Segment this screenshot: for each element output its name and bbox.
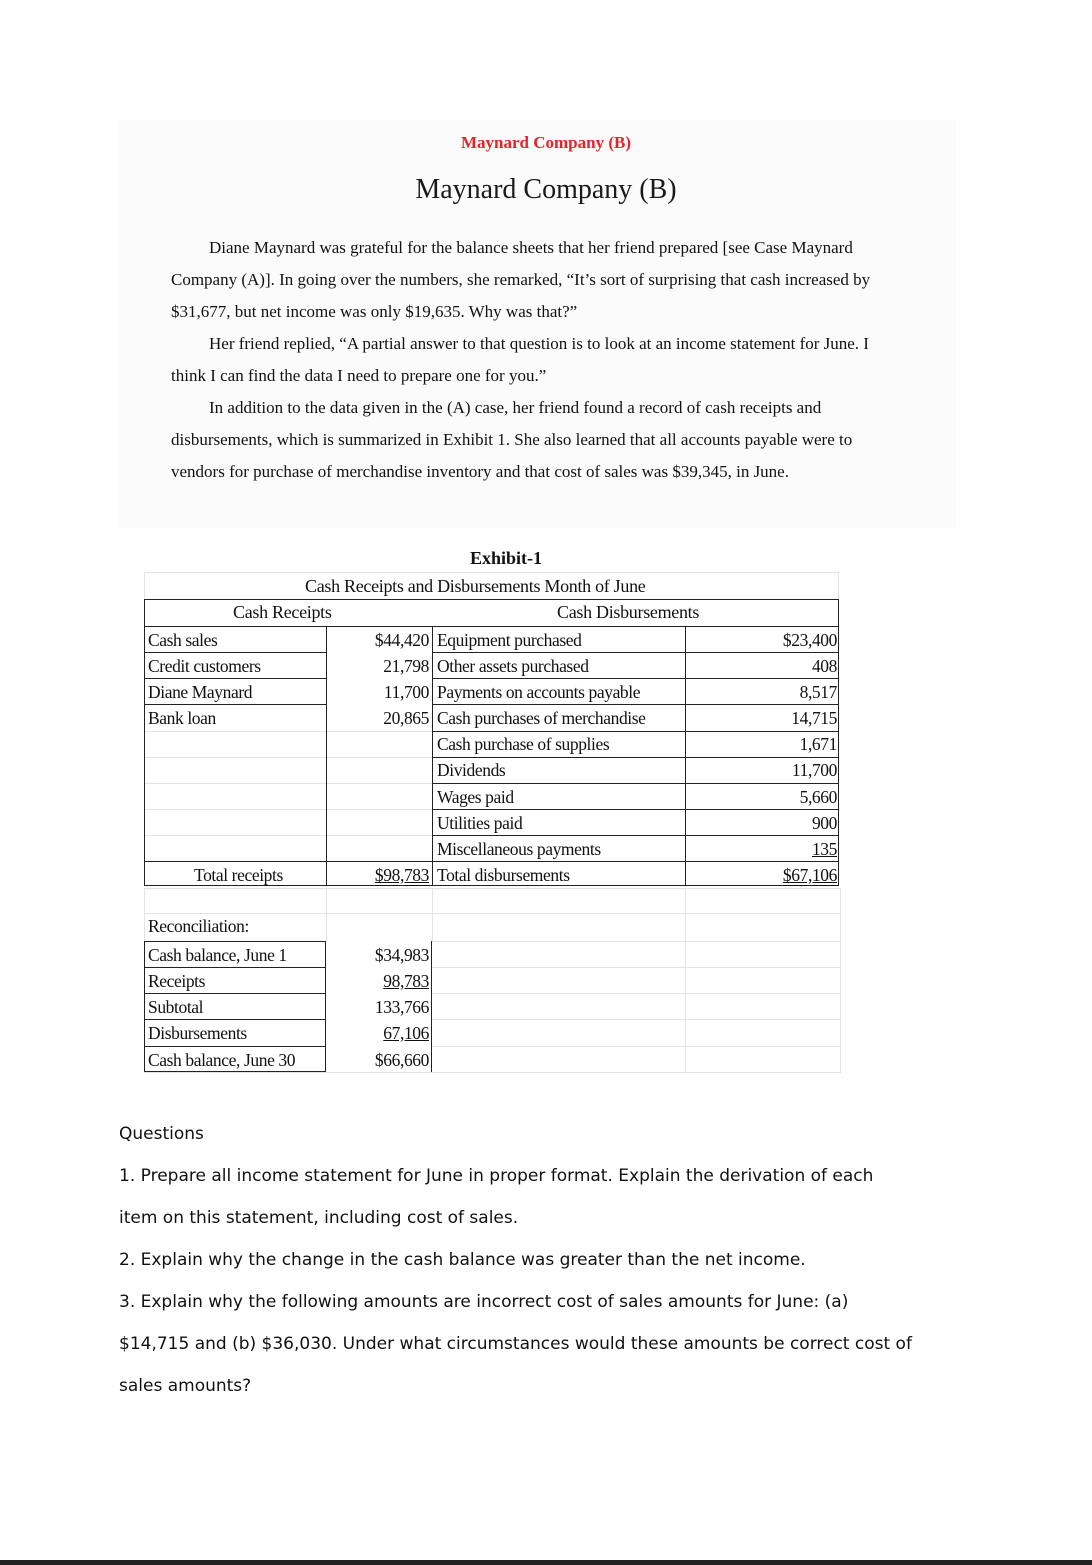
reconciliation-label: Subtotal — [148, 997, 204, 1017]
exhibit-subtitle: Cash Receipts and Disbursements Month of June — [305, 576, 646, 596]
reconciliation-label: Receipts — [148, 971, 206, 991]
total-disbursements-amount: $67,106 — [782, 865, 837, 885]
disbursement-label: Other assets purchased — [437, 656, 589, 676]
disbursement-amount: 14,715 — [791, 708, 837, 728]
disbursement-label: Payments on accounts payable — [437, 682, 641, 702]
disbursement-label: Cash purchases of merchandise — [437, 708, 646, 728]
page-bottom-bar — [0, 1560, 1092, 1565]
intro-paragraph-2: Her friend replied, “A partial answer to that question is to look at an income statement for June. I think I can find the data I need to prepare one for you.” — [171, 334, 869, 385]
reconciliation-amount: $66,660 — [374, 1050, 429, 1070]
questions-title: Questions — [119, 1124, 204, 1144]
disbursement-label: Cash purchase of supplies — [437, 734, 610, 754]
disbursement-label: Dividends — [437, 760, 506, 780]
disbursement-amount: 135 — [811, 839, 837, 859]
reconciliation-amount: 98,783 — [383, 971, 429, 991]
disbursement-label: Wages paid — [437, 787, 514, 807]
receipts-header: Cash Receipts — [233, 602, 332, 622]
disbursement-amount: 408 — [811, 656, 837, 676]
receipt-label: Cash sales — [148, 630, 218, 650]
receipt-label: Credit customers — [148, 656, 261, 676]
reconciliation-title: Reconciliation: — [148, 916, 249, 936]
question-3-line-3: sales amounts? — [119, 1376, 252, 1396]
document-header: Maynard Company (B) — [460, 133, 631, 152]
receipt-label: Bank loan — [148, 708, 216, 728]
reconciliation-label: Cash balance, June 1 — [148, 945, 287, 965]
disbursement-label: Utilities paid — [437, 813, 523, 833]
intro-text — [171, 232, 906, 488]
receipt-label: Diane Maynard — [148, 682, 253, 702]
intro-paragraph-1: Diane Maynard was grateful for the balance sheets that her friend prepared [see Case Maynard Company (A)]. In going over the numbers, she remarked, “It’s sort of surprising that cash increased by $31,677, but net income was only $19,635. Why was that?” — [171, 238, 871, 321]
disbursement-label: Equipment purchased — [437, 630, 582, 650]
disbursement-amount: 900 — [811, 813, 837, 833]
document-title: Maynard Company (B) — [415, 174, 677, 205]
question-3-line-1: 3. Explain why the following amounts are incorrect cost of sales amounts for June: (a) — [119, 1292, 849, 1312]
disbursement-amount: 8,517 — [799, 682, 837, 702]
reconciliation-label: Cash balance, June 30 — [148, 1050, 296, 1070]
total-disbursements-label: Total disbursements — [437, 865, 570, 885]
question-1-line-2: item on this statement, including cost of sales. — [119, 1208, 519, 1228]
disbursements-header: Cash Disbursements — [557, 602, 700, 622]
reconciliation-amount: $34,983 — [374, 945, 429, 965]
total-receipts-amount: $98,783 — [374, 865, 429, 885]
question-3-line-2: $14,715 and (b) $36,030. Under what circumstances would these amounts be correct cost of — [119, 1334, 912, 1354]
questions-section — [119, 1113, 919, 1407]
disbursement-amount: 11,700 — [791, 760, 837, 780]
intro-paragraph-3: In addition to the data given in the (A) case, her friend found a record of cash receipts and disbursements, which is summarized in Exhibit 1. She also learned that all accounts payable were to vendors for purchase of merchandise inventory and that cost of sales was $39,345, in June. — [171, 398, 853, 481]
question-2: 2. Explain why the change in the cash balance was greater than the net income. — [119, 1250, 806, 1270]
reconciliation-amount: 133,766 — [374, 997, 429, 1017]
receipt-amount: 11,700 — [383, 682, 429, 702]
receipt-amount: $44,420 — [374, 630, 429, 650]
disbursement-amount: 1,671 — [799, 734, 837, 754]
disbursement-amount: 5,660 — [799, 787, 837, 807]
receipt-amount: 20,865 — [383, 708, 429, 728]
total-receipts-label: Total receipts — [194, 865, 283, 885]
disbursement-amount: $23,400 — [782, 630, 837, 650]
reconciliation-amount: 67,106 — [383, 1023, 429, 1043]
exhibit-title: Exhibit-1 — [470, 548, 543, 568]
question-1-line-1: 1. Prepare all income statement for June in proper format. Explain the derivation of each — [119, 1166, 874, 1186]
receipt-amount: 21,798 — [383, 656, 429, 676]
reconciliation-label: Disbursements — [148, 1023, 247, 1043]
disbursement-label: Miscellaneous payments — [437, 839, 601, 859]
